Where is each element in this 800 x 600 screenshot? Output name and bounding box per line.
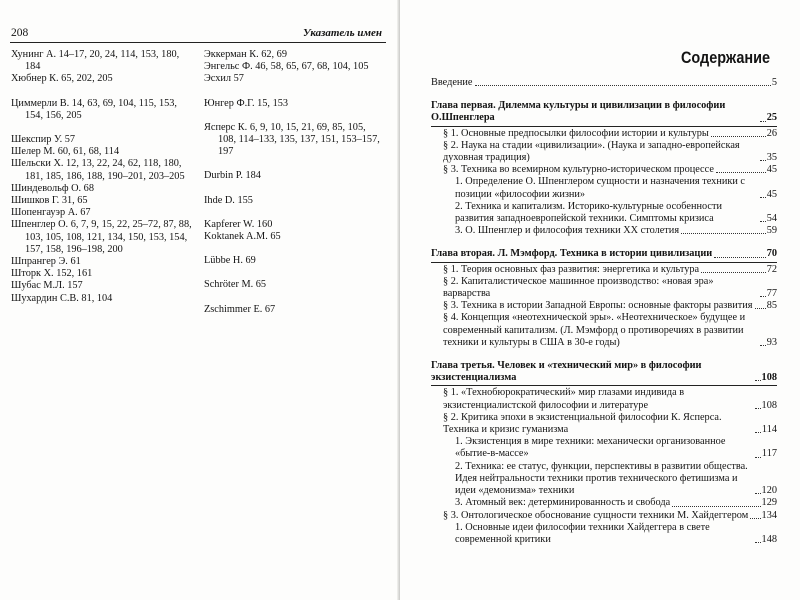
toc-entry	[431, 77, 777, 89]
page-ref: 54	[766, 213, 777, 225]
leader-dots	[475, 85, 771, 86]
leader-dots	[755, 380, 761, 381]
entry-title: 1. Экзистенция в мире техники: механически организованное «бытие-в-массе»	[455, 436, 726, 460]
page-number: 208	[11, 27, 29, 39]
page-ref: 117	[761, 448, 777, 460]
toc-entry	[431, 164, 777, 176]
leader-dots	[681, 233, 766, 234]
leader-dots	[755, 493, 761, 494]
toc-chapter-heading	[431, 100, 777, 124]
entry-title: 2. Техника: ее статус, функции, перспективы в развитии общества. Идея нейтральности техники против технического фетишизма и идеи «демонизма» техники	[455, 460, 748, 497]
toc-entry	[431, 387, 777, 411]
index-entry: Ясперс К. 6, 9, 10, 15, 21, 69, 85, 105, 108, 114–133, 135, 137, 151, 153–157, 197	[204, 121, 380, 158]
toc-entry	[431, 510, 777, 522]
leader-dots	[755, 542, 761, 543]
leader-dots	[701, 272, 766, 273]
page-ref: 93	[766, 336, 777, 348]
page-ref: 134	[761, 509, 777, 521]
leader-dots	[755, 432, 761, 433]
page-ref: 108	[761, 372, 777, 384]
page-ref: 25	[766, 112, 777, 124]
entry-title: § 2. Наука на стадии «цивилизации». (Наука и западно-европейская духовная традиция)	[443, 139, 740, 164]
entry-title: § 4. Концепция «неотехнической эры». «Неотехническое» будущее и современный капитализм. (Л. Мэмфорд о противоречиях в развитии техники и культуры в США в 30-е годы)	[443, 312, 746, 348]
toc-entry	[431, 312, 777, 349]
index-entry: Шелер М. 60, 61, 68, 114	[11, 146, 120, 158]
page-ref: 148	[761, 533, 777, 545]
index-entry: Циммерли В. 14, 63, 69, 104, 115, 153, 154, 156, 205	[11, 97, 177, 121]
running-head: Указатель имен	[302, 27, 382, 39]
index-entry: Durbin P. 184	[204, 170, 261, 182]
index-entry: Шторк Х. 152, 161	[11, 268, 93, 280]
toc-entry	[431, 128, 777, 140]
leader-dots	[760, 221, 766, 222]
index-entry: Эккерман К. 62, 69	[204, 49, 287, 60]
page-ref: 114	[761, 424, 777, 436]
index-column-2	[204, 49, 386, 316]
index-entry: Шпрангер Э. 61	[11, 256, 81, 268]
leader-dots	[760, 296, 766, 297]
table-of-contents	[431, 75, 777, 546]
page-ref: 72	[766, 263, 777, 275]
leader-dots	[760, 121, 766, 122]
page-ref: 59	[766, 225, 777, 237]
leader-dots	[760, 345, 766, 346]
page-ref: 129	[761, 497, 777, 509]
index-entry: Юнгер Ф.Г. 15, 153	[204, 97, 289, 109]
index-entry: Шекспир У. 57	[11, 134, 76, 146]
right-page	[400, 0, 800, 600]
leader-dots	[755, 308, 766, 309]
index-entry: Шухардин С.В. 81, 104	[11, 292, 113, 304]
entry-title: § 3. Онтологическое обоснование сущности техники М. Хайдеггером	[443, 509, 749, 521]
leader-dots	[755, 457, 761, 458]
index-entry: Kapferer W. 160	[204, 218, 273, 230]
leader-dots	[714, 257, 765, 258]
leader-dots	[760, 197, 766, 198]
index-entry: Хунинг А. 14–17, 20, 24, 114, 153, 180, 184	[11, 49, 180, 73]
page-ref: 45	[766, 164, 777, 176]
index-entry: Lübbe H. 69	[204, 255, 256, 267]
chapter-title: Глава вторая. Л. Мэмфорд. Техника в истории цивилизации	[431, 248, 713, 260]
index-entry: Ihde D. 155	[204, 194, 253, 206]
page-ref: 35	[766, 152, 777, 164]
chapter-rule	[431, 385, 777, 386]
index-entry: Энгельс Ф. 46, 58, 65, 67, 68, 104, 105	[204, 61, 369, 73]
index-entry: Шубас М.Л. 157	[11, 280, 83, 292]
index-column-1	[11, 49, 193, 305]
entry-title: § 1. Теория основных фаз развития: энергетика и культура	[443, 263, 700, 275]
toc-entry	[431, 264, 777, 276]
entry-title: § 2. Капиталистическое машинное производство: «новая эра» варварства	[443, 275, 714, 300]
toc-entry	[431, 276, 777, 300]
entry-title: § 3. Техника во всемирном культурно-историческом процессе	[443, 164, 714, 176]
page-ref: 70	[766, 248, 777, 260]
index-entry: Zschimmer E. 67	[204, 303, 276, 315]
leader-dots	[711, 136, 766, 137]
index-entry: Шиндевольф О. 68	[11, 182, 94, 194]
toc-entry	[431, 140, 777, 164]
page-ref: 26	[766, 127, 777, 139]
index-entry: Шпенглер О. 6, 7, 9, 15, 22, 25–72, 87, 88, 103, 105, 108, 121, 134, 150, 153, 154, 157, 158, 196–198, 200	[11, 219, 192, 255]
toc-entry	[431, 225, 777, 237]
entry-title: § 1. «Технобюрократический» мир глазами индивида в экзистенциалистской философии и литературе	[443, 387, 685, 411]
toc-entry	[431, 300, 777, 312]
toc-title: Содержание	[680, 48, 770, 67]
toc-chapter-heading	[431, 360, 777, 384]
page-ref: 45	[766, 188, 777, 200]
entry-title: § 2. Критика эпохи в экзистенциальной философии К. Ясперса. Техника и кризис гуманизма	[443, 411, 722, 436]
page-ref: 120	[761, 485, 777, 497]
page-ref: 5	[771, 77, 777, 88]
toc-entry	[431, 412, 777, 436]
entry-title: § 1. Основные предпосылки философии истории и культуры	[443, 127, 709, 139]
toc-entry	[431, 176, 777, 200]
entry-title: 1. Основные идеи философии техники Хайдеггера в свете современной критики	[455, 521, 710, 545]
index-entry: Шишков Г. 31, 65	[11, 195, 88, 207]
index-entry: Хюбнер К. 65, 202, 205	[11, 73, 113, 85]
index-entry: Schröter M. 65	[204, 279, 267, 291]
entry-title: § 3. Техника в истории Западной Европы: основные факторы развития	[443, 300, 753, 312]
chapter-rule	[431, 126, 777, 127]
chapter-rule	[431, 262, 777, 263]
toc-entry	[431, 522, 777, 546]
entry-title: 1. Определение О. Шпенглером сущности и назначения техники с позиции «философии жизни»	[455, 176, 745, 200]
index-entry: Шопенгауэр А. 67	[11, 207, 91, 219]
page-ref: 77	[766, 288, 777, 300]
toc-chapter-heading	[431, 248, 777, 260]
index-entry: Шельски Х. 12, 13, 22, 24, 62, 118, 180, 181, 185, 186, 188, 190–201, 203–205	[11, 158, 185, 182]
leader-dots	[755, 408, 761, 409]
toc-entry	[431, 436, 777, 460]
chapter-title: Глава третья. Человек и «технический мир» в философии экзистенциализма	[431, 360, 702, 384]
header-rule	[10, 42, 386, 43]
entry-title: Введение	[431, 77, 473, 88]
entry-title: 2. Техника и капитализм. Историко-культурные особенности развития западноевропейской техники. Симптомы кризиса	[455, 200, 722, 225]
chapter-title: Глава первая. Дилемма культуры и цивилизации в философии О.Шпенглера	[431, 100, 726, 124]
toc-entry	[431, 201, 777, 225]
toc-entry	[431, 461, 777, 498]
index-entry: Koktanek A.M. 65	[204, 231, 281, 243]
leader-dots	[750, 518, 760, 519]
entry-title: 3. Атомный век: детерминированность и свобода	[455, 497, 671, 509]
index-entry: Эсхил 57	[204, 73, 244, 85]
leader-dots	[672, 506, 760, 507]
leader-dots	[716, 172, 766, 173]
page-ref: 85	[766, 300, 777, 312]
toc-entry	[431, 497, 777, 509]
page-ref: 108	[761, 399, 777, 411]
leader-dots	[760, 160, 766, 161]
entry-title: 3. О. Шпенглер и философия техники XX столетия	[455, 225, 680, 237]
